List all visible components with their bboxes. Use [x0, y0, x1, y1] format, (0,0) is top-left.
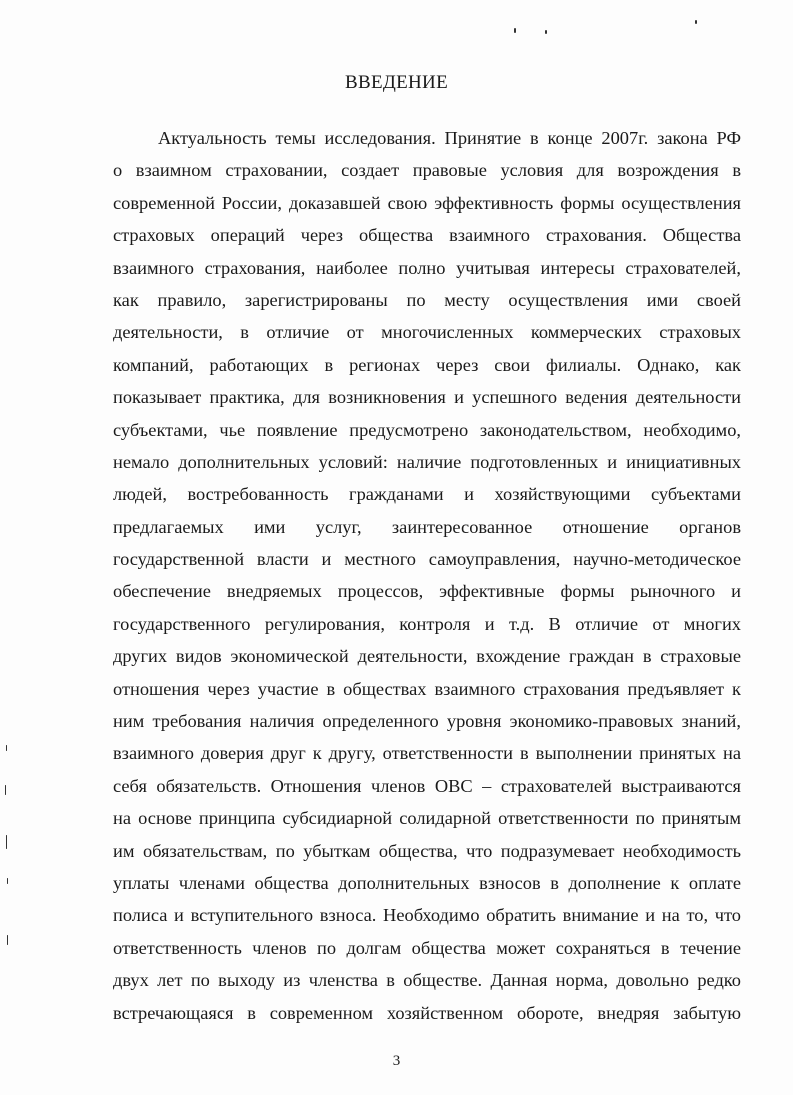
text-line: двух лет по выходу из членства в обществе. Данная норма, довольно редко — [113, 970, 741, 991]
text-line: как правило, зарегистрированы по месту осуществления ими своей — [113, 289, 741, 310]
text-line: государственного регулирования, контроля и т.д. В отличие от многих — [113, 613, 741, 634]
text-line: уплаты членами общества дополнительных взносов в дополнение к оплате — [113, 872, 741, 893]
text-line: обеспечение внедряемых процессов, эффективные формы рыночного и — [113, 581, 741, 602]
scan-speck — [6, 835, 7, 849]
text-line: себя обязательств. Отношения членов ОВС – страхователей выстраиваются — [113, 775, 741, 796]
text-line: людей, востребованность гражданами и хозяйствующими субъектами — [113, 484, 741, 505]
text-line: полиса и вступительного взноса. Необходимо обратить внимание и на то, что — [113, 905, 741, 926]
text-line: взаимного страхования, наиболее полно учитывая интересы страхователей, — [113, 257, 741, 278]
text-line: Актуальность темы исследования. Принятие в конце 2007г. закона РФ — [158, 128, 741, 148]
text-line: субъектами, чье появление предусмотрено законодательством, необходимо, — [113, 419, 741, 440]
text-line: им обязательствам, по убыткам общества, что подразумевает необходимость — [113, 840, 741, 861]
text-line: страховых операций через общества взаимного страхования. Общества — [113, 225, 741, 246]
text-line: о взаимном страховании, создает правовые условия для возрождения в — [113, 160, 741, 181]
text-line: на основе принципа субсидиарной солидарной ответственности по принятым — [113, 808, 741, 829]
text-line: ответственность членов по долгам общества может сохраняться в течение — [113, 937, 741, 958]
text-line: государственной власти и местного самоуправления, научно-методическое — [113, 549, 741, 570]
scan-speck — [545, 30, 547, 34]
text-line: взаимного доверия друг к другу, ответственности в выполнении принятых на — [113, 743, 741, 764]
text-line: компаний, работающих в регионах через свои филиалы. Однако, как — [113, 354, 741, 375]
text-line: немало дополнительных условий: наличие подготовленных и инициативных — [113, 451, 741, 472]
scan-speck — [7, 878, 8, 884]
scan-speck — [695, 20, 697, 24]
body-paragraph — [113, 122, 741, 1029]
scan-speck — [7, 935, 8, 945]
scan-speck — [5, 785, 6, 795]
text-line: отношения через участие в обществах взаимного страхования предъявляет к — [113, 678, 741, 699]
text-line: деятельности, в отличие от многочисленных коммерческих страховых — [113, 322, 741, 343]
page-number: 3 — [392, 1053, 401, 1069]
text-line: современной России, доказавшей свою эффективность формы осуществления — [113, 192, 741, 213]
text-line: других видов экономической деятельности, вхождение граждан в страховые — [113, 646, 741, 667]
section-heading: ВВЕДЕНИЕ — [345, 72, 448, 93]
text-line: показывает практика, для возникновения и успешного ведения деятельности — [113, 387, 741, 408]
scan-speck — [6, 745, 7, 751]
text-line: встречающаяся в современном хозяйственном обороте, внедряя забытую — [113, 1002, 741, 1023]
scan-speck — [514, 28, 516, 33]
text-line: предлагаемых ими услуг, заинтересованное отношение органов — [113, 516, 741, 537]
text-line: ним требования наличия определенного уровня экономико-правовых знаний, — [113, 711, 741, 732]
